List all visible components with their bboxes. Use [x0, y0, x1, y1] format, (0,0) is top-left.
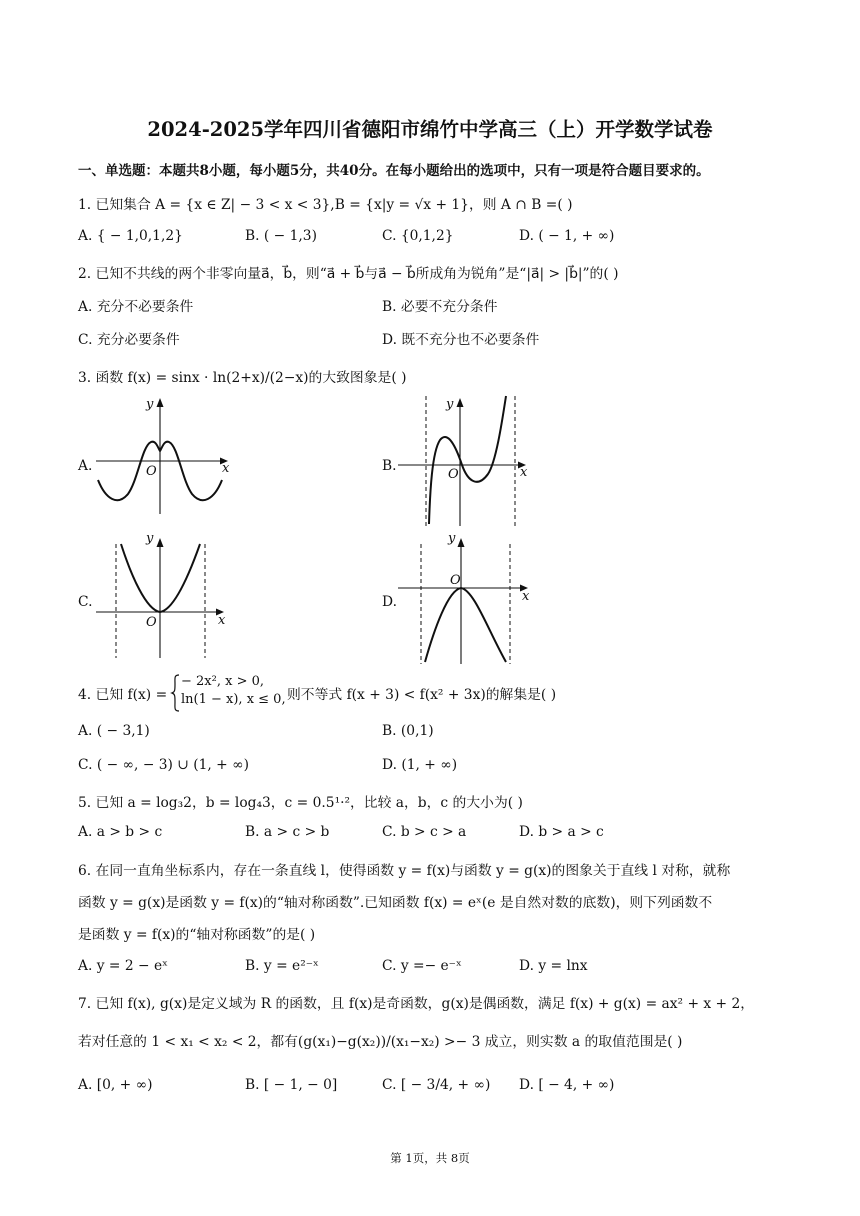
q1-option-c: C. {0,1,2}: [382, 228, 454, 244]
y-axis-arrow-icon: [157, 538, 164, 547]
q2-option-d: D. 既不充分也不必要条件: [382, 332, 540, 348]
question-6-line-1: 6. 在同一直角坐标系内，存在一条直线 l，使得函数 y = f(x)与函数 y = g(x)的图象关于直线 l 对称，就称: [78, 863, 731, 879]
section-heading: 一、单选题：本题共8小题，每小题5分，共40分。在每小题给出的选项中，只有一项是符合题目要求的。: [78, 163, 710, 179]
q3-graph-a-label: A.: [78, 458, 93, 474]
curve: [429, 396, 506, 524]
q4-option-d: D. (1, + ∞): [382, 757, 458, 773]
q2-option-b: B. 必要不充分条件: [382, 299, 498, 315]
q4-option-c: C. ( − ∞, − 3) ∪ (1, + ∞): [78, 757, 250, 773]
y-axis-label: y: [448, 531, 456, 546]
q1-option-a: A. { − 1,0,1,2}: [78, 228, 183, 244]
q4-case-2: ln(1 − x), x ≤ 0,: [181, 692, 286, 707]
x-axis-label: x: [222, 461, 230, 476]
y-axis-arrow-icon: [458, 538, 465, 547]
brace-icon: [171, 674, 181, 712]
q5-option-a: A. a > b > c: [78, 824, 163, 840]
question-5-stem: 5. 已知 a = log₃2，b = log₄3，c = 0.5¹·²，比较 a，b，c 的大小为( ): [78, 795, 523, 811]
q6-option-d: D. y = lnx: [519, 958, 588, 974]
q2-option-c: C. 充分必要条件: [78, 332, 180, 348]
q4-option-a: A. ( − 3,1): [78, 723, 150, 739]
q3-graph-b-label: B.: [382, 458, 397, 474]
q7-option-c: C. [ − 3/4, + ∞): [382, 1077, 491, 1093]
question-7-line-1: 7. 已知 f(x), g(x)是定义域为 R 的函数，且 f(x)是奇函数，g(x)是偶函数，满足 f(x) + g(x) = ax² + x + 2，: [78, 996, 755, 1012]
question-1-stem: 1. 已知集合 A = {x ∈ Z| − 3 < x < 3},B = {x|y = √x + 1}，则 A ∩ B =( ): [78, 197, 573, 213]
question-3-stem: 3. 函数 f(x) = sinx · ln(2+x)/(2−x)的大致图象是( ): [78, 370, 407, 386]
q3-graph-a: [96, 396, 236, 516]
y-axis-label: y: [146, 531, 154, 546]
q6-option-c: C. y =− e⁻ˣ: [382, 958, 462, 974]
q7-option-d: D. [ − 4, + ∞): [519, 1077, 615, 1093]
q7-option-a: A. [0, + ∞): [78, 1077, 153, 1093]
q6-option-b: B. y = e²⁻ˣ: [245, 958, 319, 974]
x-axis-label: x: [522, 589, 530, 604]
page-title: 2024-2025学年四川省德阳市绵竹中学高三（上）开学数学试卷: [147, 118, 713, 141]
x-axis-label: x: [520, 465, 528, 480]
question-4-stem-pre: 4. 已知 f(x) =: [78, 687, 168, 703]
q3-graph-d: [398, 530, 538, 670]
question-2-stem: 2. 已知不共线的两个非零向量a⃗，b⃗，则“a⃗ + b⃗与a⃗ − b⃗所成角为锐角”是“|a⃗| > |b⃗|”的( ): [78, 266, 619, 282]
question-7-line-2: 若对任意的 1 < x₁ < x₂ < 2，都有(g(x₁)−g(x₂))/(x₁−x₂) >− 3 成立，则实数 a 的取值范围是( ): [78, 1034, 683, 1050]
q1-option-d: D. ( − 1, + ∞): [519, 228, 615, 244]
origin-label: O: [146, 464, 157, 479]
origin-label: O: [448, 467, 459, 482]
page-footer: 第 1页，共 8页: [390, 1151, 470, 1165]
question-6-line-3: 是函数 y = f(x)的“轴对称函数”的是( ): [78, 927, 316, 943]
q3-graph-c: [96, 530, 236, 662]
question-4-stem-post: 则不等式 f(x + 3) < f(x² + 3x)的解集是( ): [287, 687, 557, 703]
y-axis-arrow-icon: [157, 398, 164, 407]
q5-option-b: B. a > c > b: [245, 824, 330, 840]
q4-option-b: B. (0,1): [382, 723, 434, 739]
y-axis-label: y: [146, 397, 154, 412]
question-6-line-2: 函数 y = g(x)是函数 y = f(x)的“轴对称函数”.已知函数 f(x) = eˣ(e 是自然对数的底数)，则下列函数不: [78, 895, 713, 911]
origin-label: O: [450, 573, 461, 588]
x-axis-label: x: [218, 613, 226, 628]
origin-label: O: [146, 615, 157, 630]
q3-graph-c-label: C.: [78, 594, 93, 610]
curve: [425, 588, 506, 662]
q3-graph-d-label: D.: [382, 594, 397, 610]
y-axis-label: y: [446, 397, 454, 412]
q4-case-1: − 2x², x > 0,: [181, 674, 264, 689]
q6-option-a: A. y = 2 − eˣ: [78, 958, 168, 974]
q3-graph-b: [398, 392, 538, 530]
y-axis-arrow-icon: [457, 398, 464, 407]
q7-option-b: B. [ − 1, − 0]: [245, 1077, 338, 1093]
q5-option-d: D. b > a > c: [519, 824, 604, 840]
q5-option-c: C. b > c > a: [382, 824, 467, 840]
q1-option-b: B. ( − 1,3): [245, 228, 317, 244]
q2-option-a: A. 充分不必要条件: [78, 299, 194, 315]
